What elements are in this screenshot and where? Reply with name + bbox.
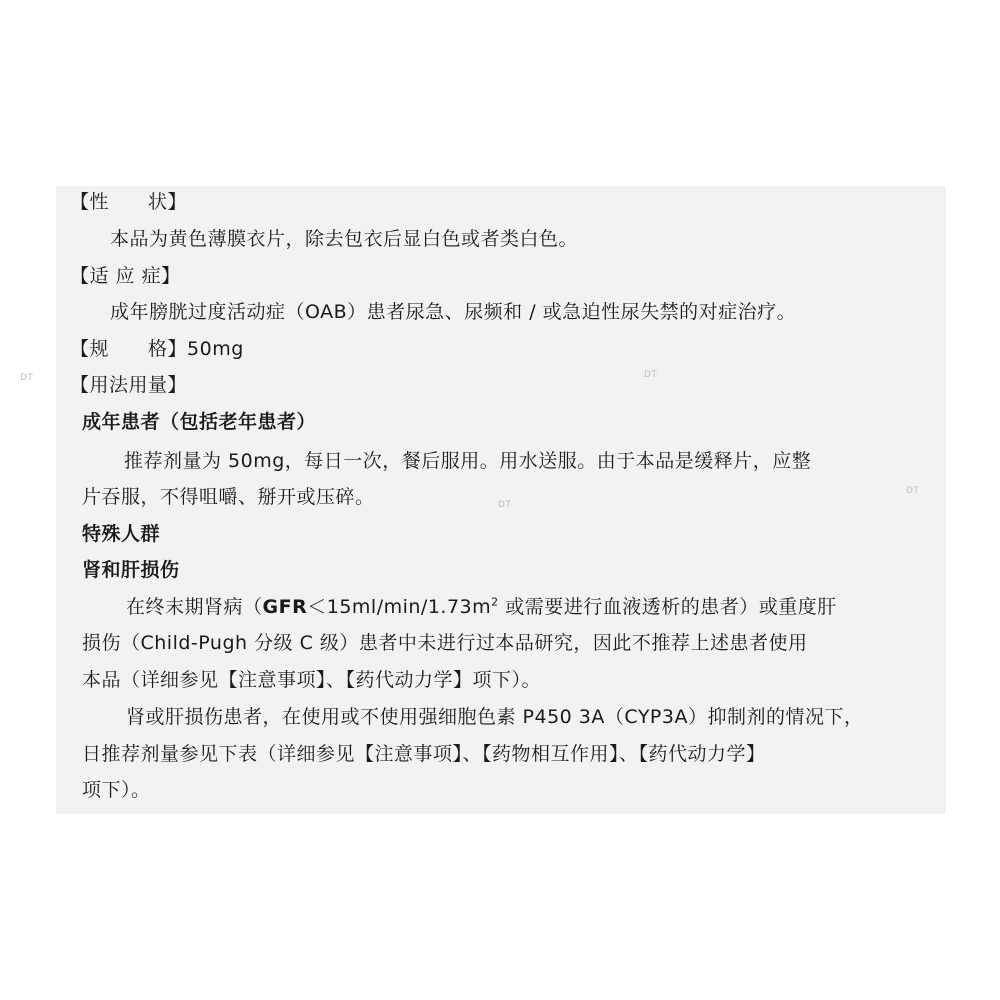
renal-paragraph-2-line-2: 日推荐剂量参见下表（详细参见【注意事项】、【药物相互作用】、【药代动力学】 bbox=[82, 743, 766, 765]
adult-text-line-2: 片吞服，不得咀嚼、掰开或压碎。 bbox=[82, 486, 375, 508]
watermark: DT bbox=[20, 373, 34, 383]
renal-p1-text-pre: 在终末期肾病（ bbox=[126, 596, 263, 618]
adult-text-line-1: 推荐剂量为 50mg，每日一次，餐后服用。用水送服。由于本品是缓释片，应整 bbox=[124, 450, 812, 472]
renal-paragraph-1-line-1 bbox=[126, 594, 837, 620]
renal-paragraph-1-line-2: 损伤（Child-Pugh 分级 C 级）患者中未进行过本品研究，因此不推荐上述患者使用 bbox=[82, 632, 808, 654]
spec-row bbox=[70, 336, 244, 362]
watermark: DT bbox=[498, 500, 512, 510]
renal-paragraph-2-line-1: 肾或肝损伤患者，在使用或不使用强细胞色素 P450 3A（CYP3A）抑制剂的情况下， bbox=[126, 706, 864, 728]
indication-heading: 【适 应 症】 bbox=[70, 265, 181, 287]
appearance-text: 本品为黄色薄膜衣片，除去包衣后显白色或者类白色。 bbox=[110, 228, 579, 250]
special-population-heading: 特殊人群 bbox=[82, 523, 161, 545]
indication-text: 成年膀胱过度活动症（OAB）患者尿急、尿频和 / 或急迫性尿失禁的对症治疗。 bbox=[110, 301, 797, 323]
spec-value: 50mg bbox=[187, 338, 244, 360]
dosage-heading: 【用法用量】 bbox=[70, 374, 188, 396]
spec-heading: 【规 格】 bbox=[70, 338, 188, 360]
adult-heading: 成年患者（包括老年患者） bbox=[82, 411, 317, 433]
appearance-heading: 【性 状】 bbox=[70, 191, 188, 213]
watermark: DT bbox=[644, 370, 658, 380]
renal-paragraph-2-line-3: 项下）。 bbox=[82, 779, 151, 801]
renal-paragraph-1-line-3: 本品（详细参见【注意事项】、【药代动力学】项下）。 bbox=[82, 669, 542, 691]
gfr-label: GFR bbox=[262, 596, 308, 618]
renal-hepatic-heading: 肾和肝损伤 bbox=[82, 559, 180, 581]
renal-p1-text-post: 或需要进行血液透析的患者）或重度肝 bbox=[498, 596, 837, 618]
superscript-2: 2 bbox=[491, 595, 499, 609]
renal-p1-text-mid: ＜15ml/min/1.73m bbox=[307, 596, 492, 618]
watermark: DT bbox=[906, 486, 920, 496]
